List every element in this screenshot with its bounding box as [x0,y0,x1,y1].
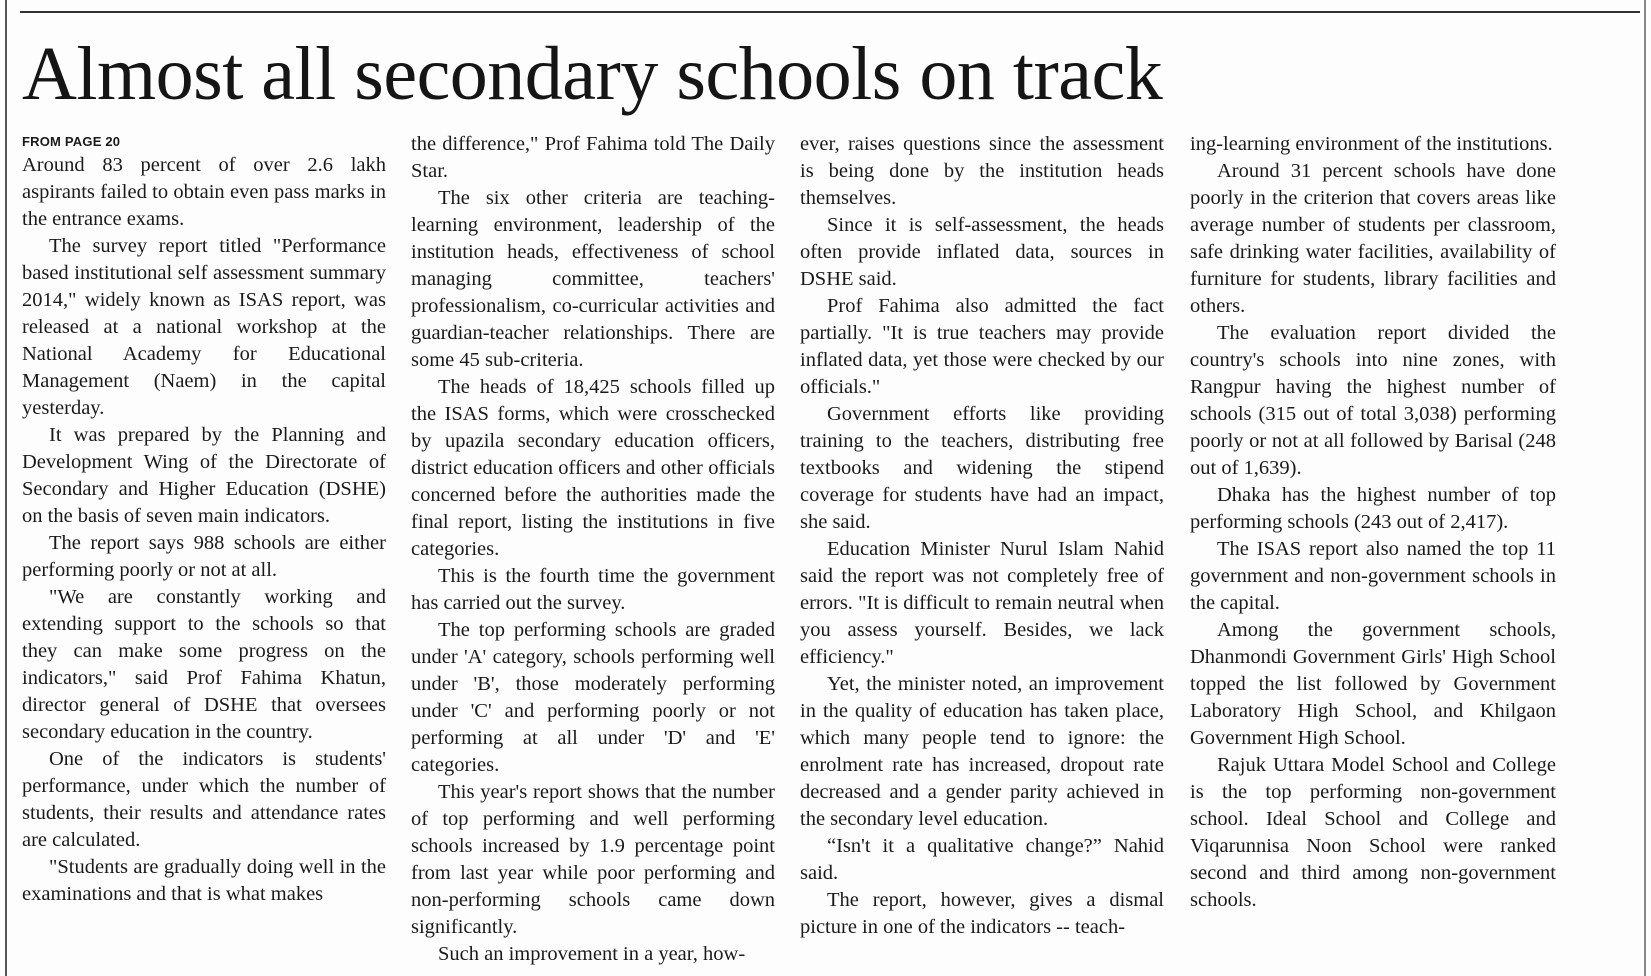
paragraph: ever, raises questions since the assessment is being done by the institution heads themselves. [800,133,1164,209]
paragraph: Around 83 percent of over 2.6 lakh aspirants failed to obtain even pass marks in the entrance exams. [22,154,386,230]
paragraph: Among the government schools, Dhanmondi Government Girls' High School topped the list followed by Government Laboratory High School, and Khilgaon Government High School. [1190,619,1556,749]
paragraph: Such an improvement in a year, how- [438,943,746,965]
article-column-1 [22,131,386,976]
paragraph: The six other criteria are teaching-learning environment, leadership of the institution heads, effectiveness of school managing committee, teachers' professionalism, co-curricular activities and guardian-teacher relationships. There are some 45 sub-criteria. [411,187,775,371]
paragraph: The top performing schools are graded under 'A' category, schools performing well under 'B', those moderately performing under 'C' and performing poorly or not performing at all under 'D' and 'E' categories. [411,619,775,776]
paragraph: ing-learning environment of the institutions. [1190,133,1553,155]
article-column-2 [411,131,775,976]
paragraph: the difference," Prof Fahima told The Daily Star. [411,133,775,182]
paragraph: “Isn't it a qualitative change?” Nahid said. [800,835,1164,884]
paragraph: Yet, the minister noted, an improvement in the quality of education has taken place, which many people tend to ignore: the enrolment rate has increased, dropout rate decreased and a gender parity achieved in the secondary level education. [800,673,1164,830]
top-divider-rule [20,11,1640,13]
headline: Almost all secondary schools on track [22,32,1163,116]
article-column-3 [800,131,1164,976]
right-border-rule [1644,0,1646,976]
continuation-kicker: FROM PAGE 20 [22,134,121,149]
paragraph: The heads of 18,425 schools filled up the ISAS forms, which were crosschecked by upazila secondary education officers, district education officers and other officials concerned before the authorities made the final report, listing the institutions in five categories. [411,376,775,560]
paragraph: The report, however, gives a dismal picture in one of the indicators -- teach- [800,889,1164,938]
paragraph: The report says 988 schools are either performing poorly or not at all. [22,532,386,581]
paragraph: "Students are gradually doing well in the examinations and that is what makes [22,856,386,905]
paragraph: This year's report shows that the number of top performing and well performing schools increased by 1.9 percentage point from last year while poor performing and non-performing schools came down significantly. [411,781,775,938]
article-column-4 [1190,131,1556,976]
paragraph: Government efforts like providing training to the teachers, distributing free textbooks and widening the stipend coverage for students have had an impact, she said. [800,403,1164,533]
paragraph: The survey report titled "Performance based institutional self assessment summary 2014," widely known as ISAS report, was released at a national workshop at the National Academy for Educational Management (Naem) in the capital yesterday. [22,235,386,419]
paragraph: Around 31 percent schools have done poorly in the criterion that covers areas like average number of students per classroom, safe drinking water facilities, availability of furniture for students, library facilities and others. [1190,160,1556,317]
paragraph: The ISAS report also named the top 11 government and non-government schools in the capital. [1190,538,1556,614]
paragraph: Prof Fahima also admitted the fact partially. "It is true teachers may provide inflated data, yet those were checked by our officials." [800,295,1164,398]
paragraph: Since it is self-assessment, the heads often provide inflated data, sources in DSHE said. [800,214,1164,290]
paragraph: Education Minister Nurul Islam Nahid said the report was not completely free of errors. "It is difficult to remain neutral when you assess yourself. Besides, we lack efficiency." [800,538,1164,668]
paragraph: It was prepared by the Planning and Development Wing of the Directorate of Secondary and Higher Education (DSHE) on the basis of seven main indicators. [22,424,386,527]
paragraph: One of the indicators is students' performance, under which the number of students, their results and attendance rates are calculated. [22,748,386,851]
paragraph: The evaluation report divided the country's schools into nine zones, with Rangpur having the highest number of schools (315 out of total 3,038) performing poorly or not at all followed by Barisal (248 out of 1,639). [1190,322,1556,479]
paragraph: This is the fourth time the government has carried out the survey. [411,565,775,614]
left-border-rule [5,0,7,976]
paragraph: Rajuk Uttara Model School and College is the top performing non-government school. Ideal School and College and Viqarunnisa Noon School were ranked second and third among non-government schools. [1190,754,1556,911]
paragraph: "We are constantly working and extending support to the schools so that they can make some progress on the indicators," said Prof Fahima Khatun, director general of DSHE that oversees secondary education in the country. [22,586,386,743]
paragraph: Dhaka has the highest number of top performing schools (243 out of 2,417). [1190,484,1556,533]
